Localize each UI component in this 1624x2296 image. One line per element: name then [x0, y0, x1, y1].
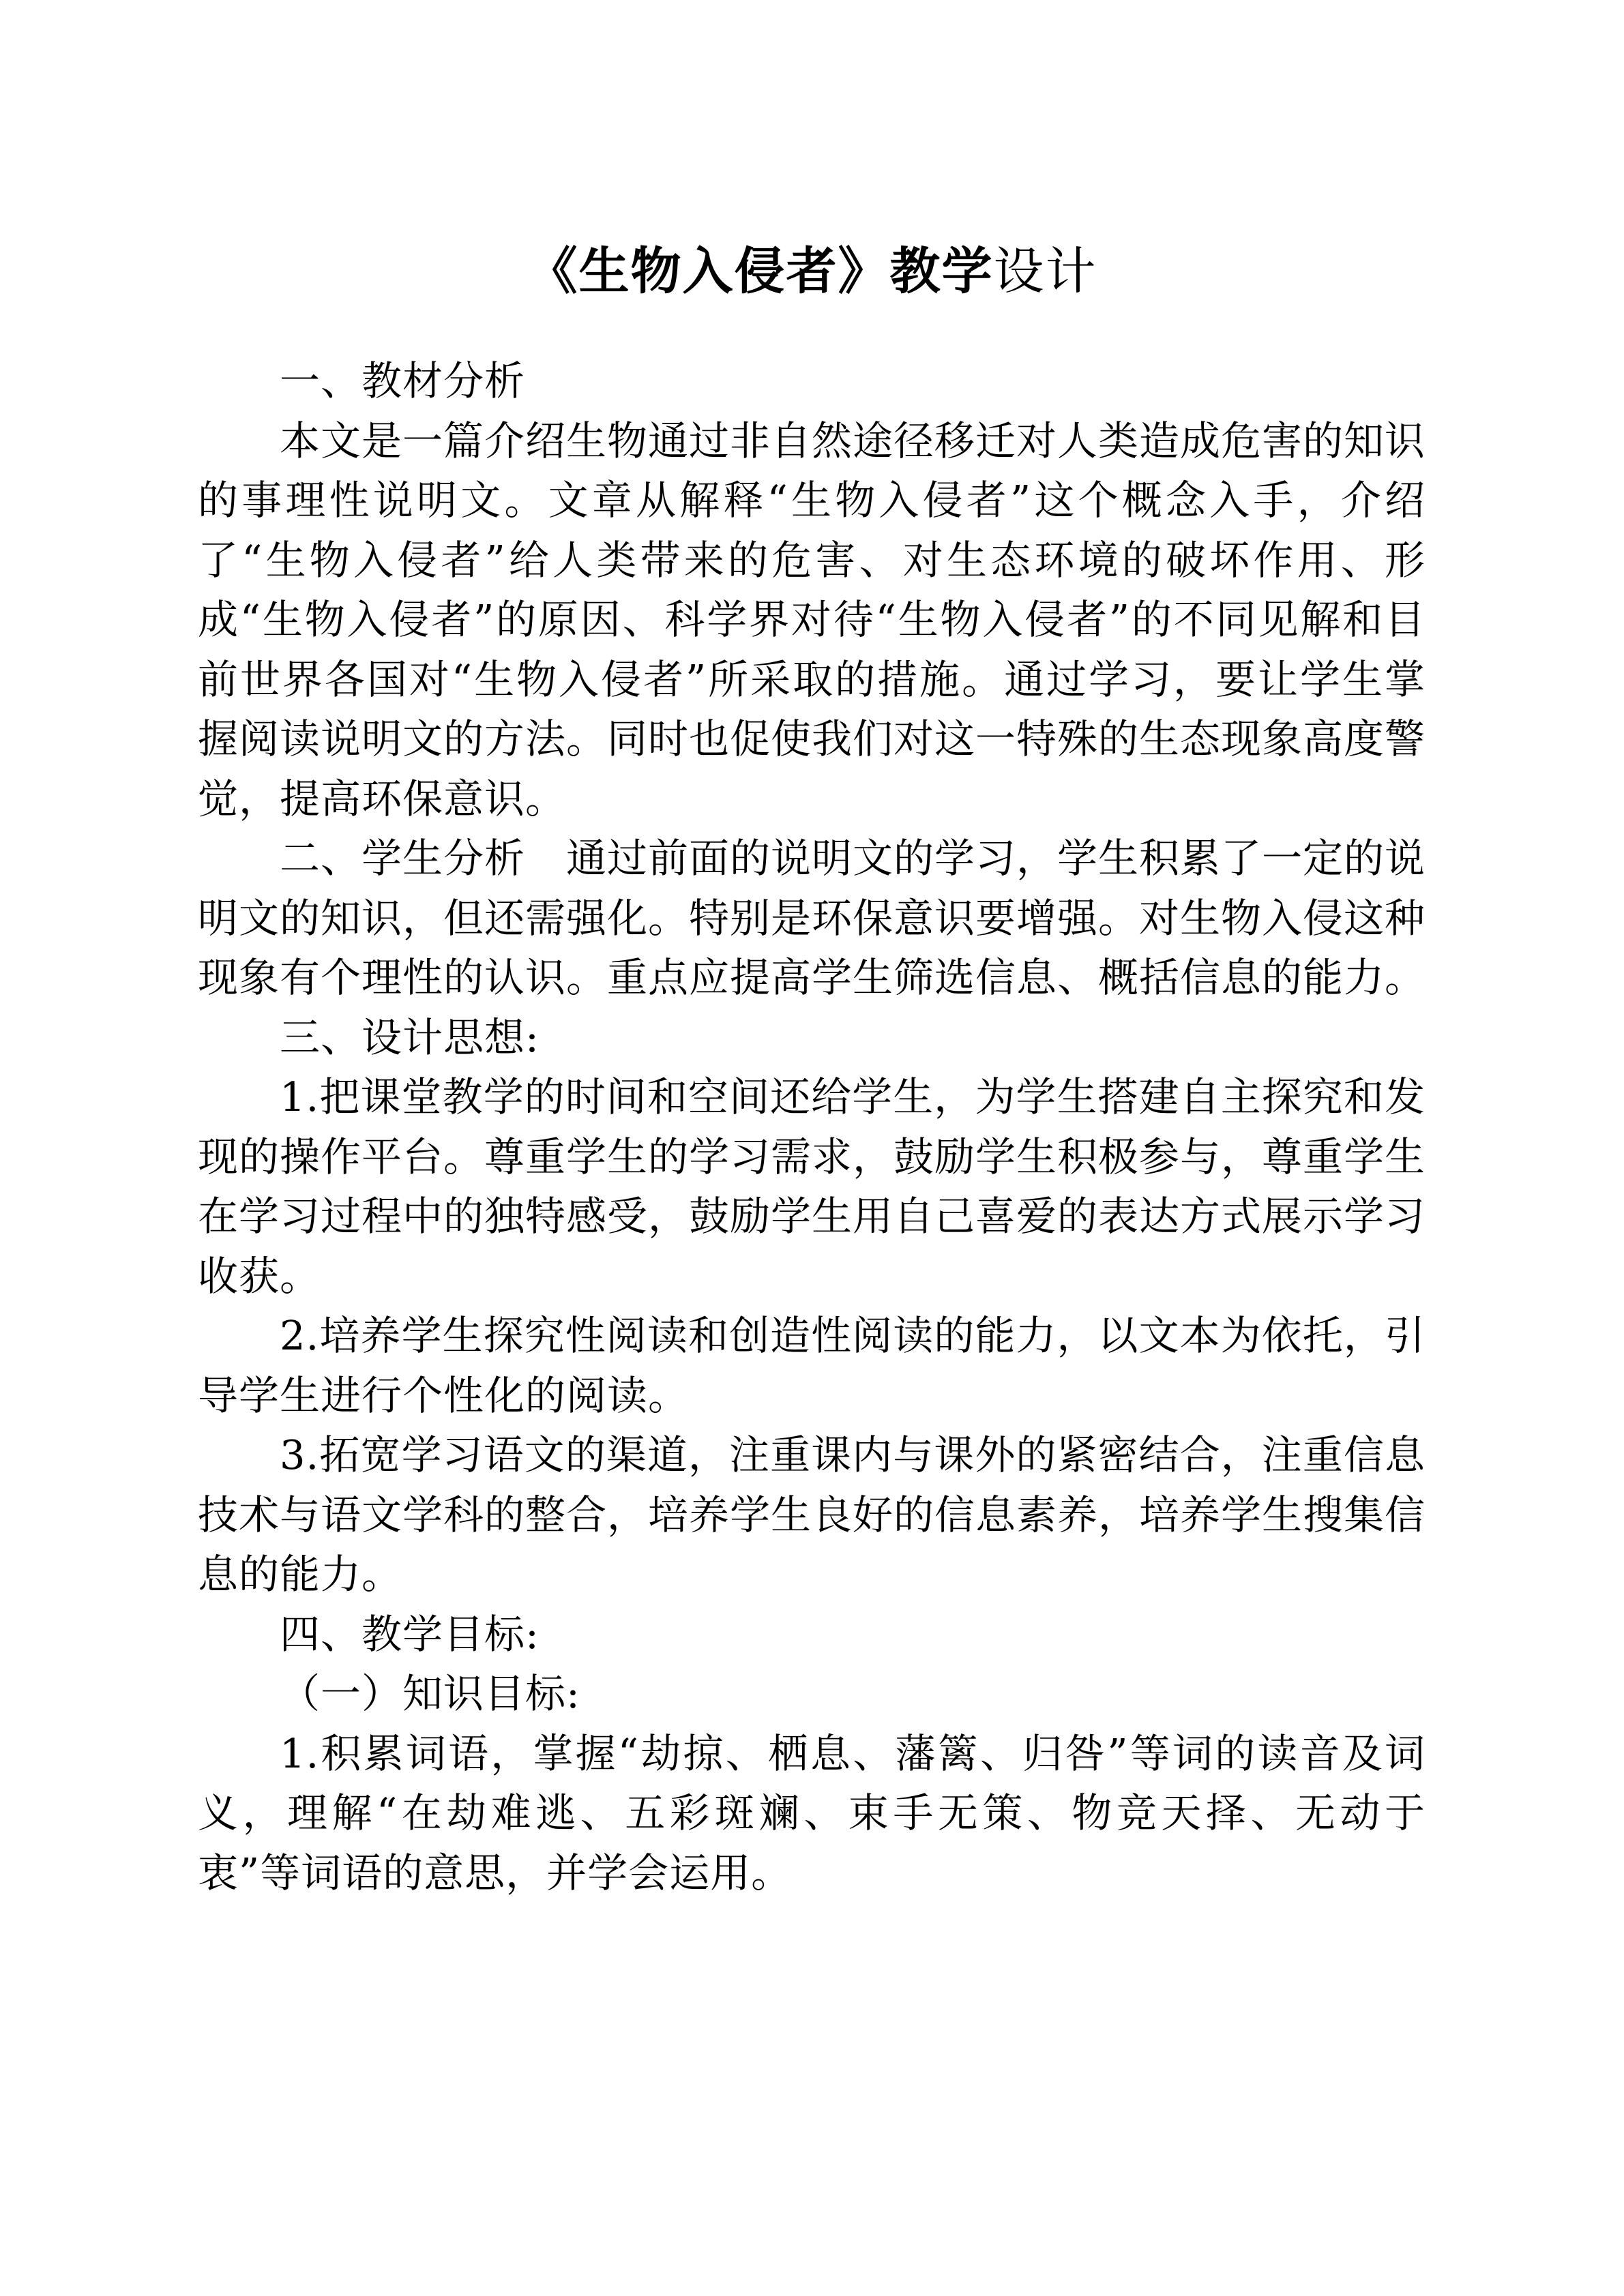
title-main: 《生物入侵者》教学: [527, 241, 994, 301]
document-body: [198, 351, 1426, 1903]
list-item-knowledge-goal-1: 1.积累词语，掌握“劫掠、栖息、藩篱、归咎”等词的读音及词义，理解“在劫难逃、五彩斑斓、束手无策、物竞天择、无动于衷”等词语的意思，并学会运用。: [198, 1729, 1426, 1896]
paragraph-textbook-analysis: 本文是一篇介绍生物通过非自然途径移迁对人类造成危害的知识的事理性说明文。文章从解释“生物入侵者”这个概念入手，介绍了“生物入侵者”给人类带来的危害、对生态环境的破坏作用、形成“生物入侵者”的原因、科学界对待“生物入侵者”的不同见解和目前世界各国对“生物入侵者”所采取的措施。通过学习，要让学生掌握阅读说明文的方法。同时也促使我们对这一特殊的生态现象高度警觉，提高环保意识。: [198, 417, 1426, 822]
list-item-design-idea-1: 1.把课堂教学的时间和空间还给学生，为学生搭建自主探究和发现的操作平台。尊重学生的学习需求，鼓励学生积极参与，尊重学生在学习过程中的独特感受，鼓励学生用自己喜爱的表达方式展示学习收获。: [198, 1073, 1426, 1300]
section-heading-design-idea: 三、设计思想:: [280, 1013, 540, 1061]
document-title: [0, 237, 1624, 305]
subheading-knowledge-goals: （一）知识目标:: [280, 1670, 580, 1717]
list-item-design-idea-3: 3.拓宽学习语文的渠道，注重课内与课外的紧密结合，注重信息技术与语文学科的整合，培养学生良好的信息素养，培养学生搜集信息的能力。: [198, 1431, 1426, 1598]
list-item-design-idea-2: 2.培养学生探究性阅读和创造性阅读的能力，以文本为依托，引导学生进行个性化的阅读。: [198, 1312, 1426, 1419]
section-heading-textbook-analysis: 一、教材分析: [280, 357, 526, 404]
section-heading-teaching-goals: 四、教学目标:: [280, 1610, 540, 1658]
title-tail: 设计: [993, 241, 1097, 301]
paragraph-student-analysis: 二、学生分析 通过前面的说明文的学习，学生积累了一定的说明文的知识，但还需强化。特别是环保意识要增强。对生物入侵这种现象有个理性的认识。重点应提高学生筛选信息、概括信息的能力。: [198, 835, 1426, 1001]
